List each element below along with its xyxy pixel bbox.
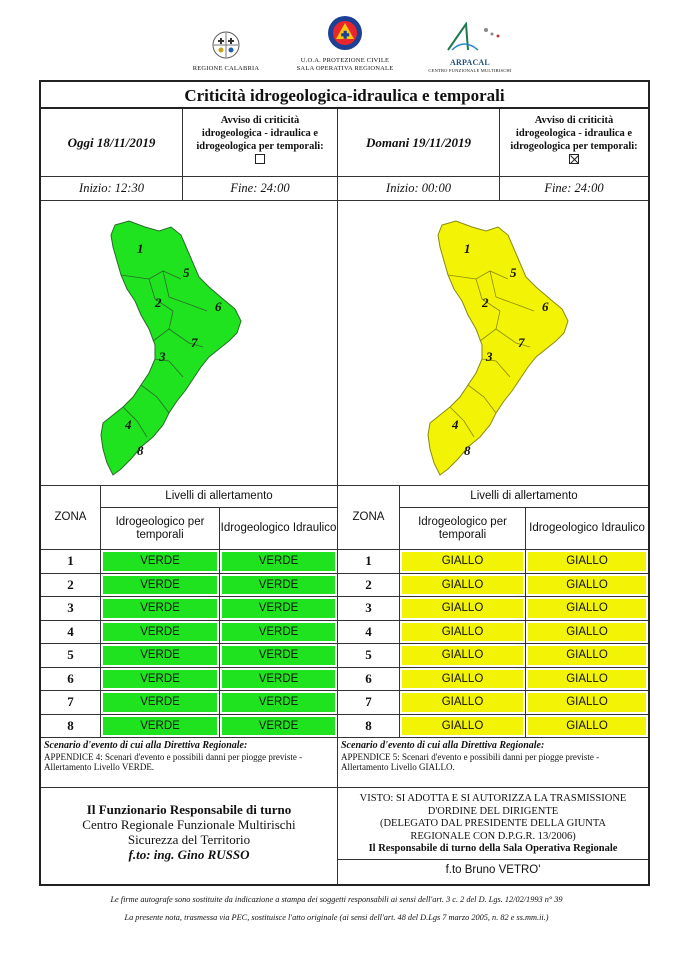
today-row-temporali-label: VERDE [140, 672, 180, 685]
tomorrow-inizio: Inizio: 00:00 [338, 177, 500, 201]
tomorrow-row-idraulico-label: GIALLO [566, 625, 608, 638]
tomorrow-col2-header: Idrogeologico Idraulico [526, 508, 648, 550]
tomorrow-zone-label-7: 7 [518, 335, 525, 350]
today-avviso [183, 109, 338, 177]
regione-calabria-logo [186, 30, 266, 73]
today-zone-label-5: 5 [183, 265, 190, 280]
tomorrow-row-temporali-1 [400, 550, 526, 574]
today-scenario-text: APPENDICE 4: Scenari d'evento e possibili danni per piogge previste - Allertamento Livello VERDE. [44, 751, 303, 772]
regione-crest-icon [211, 30, 241, 60]
today-calabria-map [41, 201, 338, 486]
today-row-idraulico-1 [220, 550, 338, 574]
sig-right-line-5: Il Responsabile di turno della Sala Operativa Regionale [368, 843, 618, 854]
tomorrow-zone-label-8: 8 [464, 443, 471, 458]
tomorrow-zona-header: ZONA [338, 486, 400, 550]
tomorrow-avviso-line-1: Avviso di criticità [534, 115, 614, 126]
tomorrow-row-temporali-label: GIALLO [441, 672, 484, 685]
arpacal-sub-label: CENTRO FUNZIONALE MULTIRISCHI [428, 68, 512, 73]
tomorrow-row-idraulico-1 [526, 550, 648, 574]
tomorrow-row-idraulico-label: GIALLO [566, 719, 608, 732]
sig-left-line-3: Sicurezza del Territorio [127, 832, 251, 847]
tomorrow-row-temporali-6 [400, 668, 526, 692]
tomorrow-row-idraulico-8 [526, 715, 648, 739]
today-row-temporali-1 [101, 550, 220, 574]
tomorrow-row-zone-3: 3 [338, 597, 400, 621]
tomorrow-row-idraulico-6 [526, 668, 648, 692]
tomorrow-calabria-map [338, 201, 648, 486]
tomorrow-row-temporali-8 [400, 715, 526, 739]
today-row-temporali-label: VERDE [140, 555, 180, 568]
tomorrow-row-idraulico-7 [526, 691, 648, 715]
today-row-zone-2: 2 [41, 574, 101, 598]
tomorrow-row-zone-1: 1 [338, 550, 400, 574]
tomorrow-scenario-title: Scenario d'evento di cui alla Direttiva Regionale: [341, 740, 545, 751]
header-logos [0, 0, 673, 82]
today-row-temporali-7 [101, 691, 220, 715]
tomorrow-row-idraulico-3 [526, 597, 648, 621]
today-row-zone-3: 3 [41, 597, 101, 621]
sig-right-line-1: VISTO: SI ADOTTA E SI AUTORIZZA LA TRASMISSIONE [359, 793, 627, 804]
sig-right-line-2: D'ORDINE DEL DIRIGENTE [427, 805, 559, 817]
today-zone-label-3: 3 [159, 349, 166, 364]
today-avviso-line-2: idrogeologica - idraulica e [201, 128, 319, 139]
tomorrow-zone-label-6: 6 [542, 299, 549, 314]
uoa-label-1: U.O.A. PROTEZIONE CIVILE [300, 57, 390, 64]
today-row-idraulico-label: VERDE [258, 649, 299, 662]
tomorrow-row-idraulico-label: GIALLO [566, 602, 608, 615]
today-avviso-line-1: Avviso di criticità [220, 115, 300, 126]
sig-right-line-4: REGIONALE CON D.P.G.R. 13/2006) [410, 830, 576, 842]
today-row-idraulico-label: VERDE [258, 578, 299, 591]
today-scenario-title: Scenario d'evento di cui alla Direttiva Regionale: [44, 740, 248, 751]
today-row-zone-8: 8 [41, 715, 101, 739]
today-map-cell [41, 201, 338, 486]
today-livelli-header: Livelli di allertamento [101, 486, 338, 508]
today-row-temporali-label: VERDE [140, 719, 180, 732]
today-row-idraulico-label: VERDE [258, 555, 299, 568]
sig-right-line-3: (DELEGATO DAL PRESIDENTE DELLA GIUNTA [379, 818, 607, 829]
tomorrow-row-idraulico-label: GIALLO [566, 578, 608, 591]
tomorrow-calabria-shape [428, 221, 568, 475]
today-row-idraulico-8 [220, 715, 338, 739]
tomorrow-map-cell [338, 201, 648, 486]
today-row-idraulico-5 [220, 644, 338, 668]
today-fine: Fine: 24:00 [183, 177, 338, 201]
today-zone-label-7: 7 [191, 335, 198, 350]
today-date: Oggi 18/11/2019 [41, 109, 183, 177]
today-row-temporali-3 [101, 597, 220, 621]
tomorrow-row-idraulico-4 [526, 621, 648, 645]
tomorrow-zone-label-2: 2 [482, 295, 489, 310]
tomorrow-row-temporali-7 [400, 691, 526, 715]
today-row-idraulico-label: VERDE [258, 696, 299, 709]
today-row-idraulico-label: VERDE [258, 672, 299, 685]
tomorrow-row-idraulico-label: GIALLO [566, 649, 608, 662]
today-avviso-checkbox[interactable] [255, 154, 265, 164]
tomorrow-row-zone-2: 2 [338, 574, 400, 598]
tomorrow-avviso-line-3: idrogeologica per temporali: [510, 141, 638, 152]
tomorrow-zone-label-4: 4 [452, 417, 459, 432]
today-row-zone-4: 4 [41, 621, 101, 645]
tomorrow-row-zone-8: 8 [338, 715, 400, 739]
tomorrow-row-idraulico-2 [526, 574, 648, 598]
tomorrow-row-temporali-label: GIALLO [441, 625, 484, 638]
tomorrow-row-idraulico-5 [526, 644, 648, 668]
today-row-zone-5: 5 [41, 644, 101, 668]
today-calabria-shape [101, 221, 241, 475]
tomorrow-row-temporali-label: GIALLO [441, 696, 484, 709]
today-row-temporali-label: VERDE [140, 696, 180, 709]
tomorrow-row-idraulico-label: GIALLO [566, 696, 608, 709]
today-zone-label-8: 8 [137, 443, 144, 458]
today-row-idraulico-label: VERDE [258, 602, 299, 615]
sig-right-line-6: f.to Bruno VETRO' [338, 859, 648, 877]
today-row-idraulico-6 [220, 668, 338, 692]
signature-sala-operativa [338, 788, 648, 884]
sig-left-line-1: Il Funzionario Responsabile di turno [86, 802, 292, 817]
sig-left-line-4: f.to: ing. Gino RUSSO [128, 847, 250, 862]
today-row-idraulico-7 [220, 691, 338, 715]
arpacal-label: ARPACAL [450, 58, 490, 67]
today-row-temporali-2 [101, 574, 220, 598]
today-row-temporali-label: VERDE [140, 602, 180, 615]
bulletin [39, 80, 650, 886]
tomorrow-row-temporali-label: GIALLO [441, 649, 484, 662]
today-scenario [41, 738, 338, 788]
tomorrow-row-temporali-2 [400, 574, 526, 598]
today-row-idraulico-label: VERDE [258, 625, 299, 638]
tomorrow-zone-label-5: 5 [510, 265, 517, 280]
tomorrow-row-temporali-4 [400, 621, 526, 645]
tomorrow-fine: Fine: 24:00 [500, 177, 648, 201]
today-row-idraulico-2 [220, 574, 338, 598]
today-zona-header: ZONA [41, 486, 101, 550]
today-row-zone-6: 6 [41, 668, 101, 692]
tomorrow-row-idraulico-label: GIALLO [566, 672, 608, 685]
tomorrow-zone-label-1: 1 [464, 241, 471, 256]
today-row-temporali-4 [101, 621, 220, 645]
today-row-temporali-5 [101, 644, 220, 668]
footer-note-2: La presente nota, trasmessa via PEC, sostituisce l'atto originale (ai sensi dell'art. 48 del D.Lgs 7 marzo 2005, n. 82 e ss.mm.ii.) [124, 913, 549, 922]
today-col2-header: Idrogeologico Idraulico [220, 508, 338, 550]
today-row-temporali-label: VERDE [140, 578, 180, 591]
tomorrow-row-temporali-3 [400, 597, 526, 621]
today-zone-label-2: 2 [155, 295, 162, 310]
tomorrow-date: Domani 19/11/2019 [338, 109, 500, 177]
tomorrow-avviso [500, 109, 648, 177]
tomorrow-row-zone-7: 7 [338, 691, 400, 715]
today-inizio: Inizio: 12:30 [41, 177, 183, 201]
bulletin-title: Criticità idrogeologica-idraulica e temporali [41, 82, 648, 109]
today-zone-label-4: 4 [125, 417, 132, 432]
signature-functional-center [41, 788, 338, 884]
sig-left-line-2: Centro Regionale Funzionale Multirischi [82, 817, 296, 832]
tomorrow-zone-label-3: 3 [486, 349, 493, 364]
today-row-zone-1: 1 [41, 550, 101, 574]
today-row-temporali-8 [101, 715, 220, 739]
tomorrow-scenario [338, 738, 648, 788]
tomorrow-row-zone-6: 6 [338, 668, 400, 692]
today-col1-header: Idrogeologico per temporali [101, 508, 220, 550]
tomorrow-scenario-text: APPENDICE 5: Scenari d'evento e possibili danni per piogge previste - Allertamento Livello GIALLO. [341, 751, 600, 772]
tomorrow-row-idraulico-label: GIALLO [566, 555, 608, 568]
footer-note-1: Le firme autografe sono sostituite da indicazione a stampa dei soggetti responsabili ai sensi dell'art. 3 c. 2 del D. Lgs. 12/02/1993 n° 39 [110, 895, 563, 904]
tomorrow-avviso-checkbox[interactable] [569, 154, 579, 164]
today-zone-label-1: 1 [137, 241, 144, 256]
protezione-civile-logo [290, 14, 400, 73]
today-zone-label-6: 6 [215, 299, 222, 314]
today-row-temporali-6 [101, 668, 220, 692]
tomorrow-row-temporali-5 [400, 644, 526, 668]
tomorrow-row-temporali-label: GIALLO [441, 719, 484, 732]
today-row-temporali-label: VERDE [140, 649, 180, 662]
tomorrow-livelli-header: Livelli di allertamento [400, 486, 648, 508]
uoa-label-2: SALA OPERATIVA REGIONALE [296, 65, 394, 72]
tomorrow-row-zone-5: 5 [338, 644, 400, 668]
today-row-zone-7: 7 [41, 691, 101, 715]
arpacal-logo [420, 22, 520, 75]
tomorrow-row-temporali-label: GIALLO [441, 602, 484, 615]
tomorrow-avviso-line-2: idrogeologica - idraulica e [515, 128, 633, 139]
protezione-civile-icon [326, 14, 364, 52]
today-avviso-line-3: idrogeologica per temporali: [196, 141, 324, 152]
today-row-idraulico-3 [220, 597, 338, 621]
tomorrow-row-temporali-label: GIALLO [441, 555, 484, 568]
today-row-idraulico-label: VERDE [258, 719, 299, 732]
regione-label: REGIONE CALABRIA [192, 65, 260, 72]
tomorrow-col1-header: Idrogeologico per temporali [400, 508, 526, 550]
tomorrow-row-temporali-label: GIALLO [441, 578, 484, 591]
arpacal-icon [438, 22, 502, 54]
today-row-temporali-label: VERDE [140, 625, 180, 638]
tomorrow-row-zone-4: 4 [338, 621, 400, 645]
today-row-idraulico-4 [220, 621, 338, 645]
